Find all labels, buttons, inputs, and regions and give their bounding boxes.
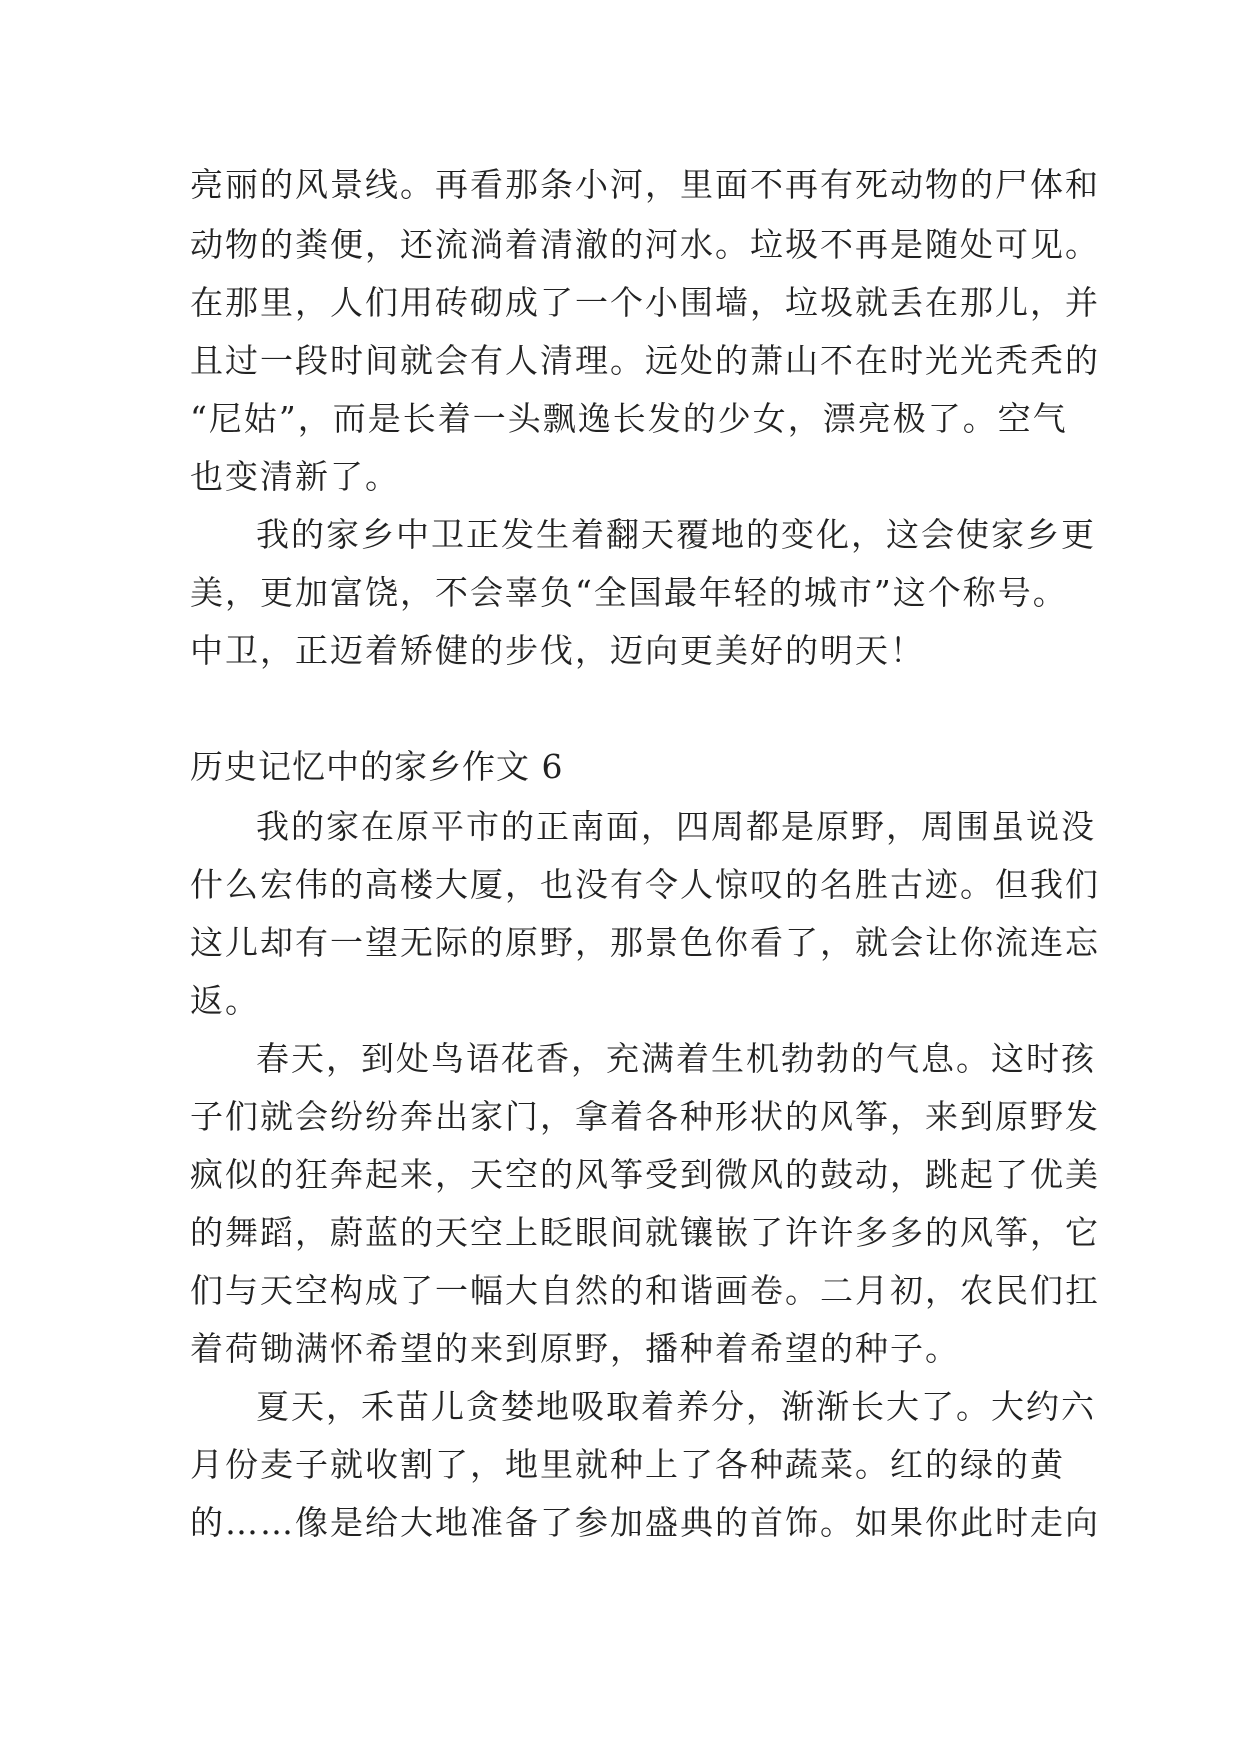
text-line: 们与天空构成了一幅大自然的和谐画卷。二月初，农民们扛 <box>190 1271 1100 1310</box>
text-line: 中卫，正迈着矫健的步伐，迈向更美好的明天！ <box>190 631 925 670</box>
text-line: 返。 <box>190 981 260 1020</box>
text-line: 且过一段时间就会有人清理。远处的萧山不在时光光秃秃的 <box>190 341 1100 380</box>
text-line: 月份麦子就收割了，地里就种上了各种蔬菜。红的绿的黄 <box>190 1445 1065 1484</box>
text-line: 夏天，禾苗儿贪婪地吸取着养分，渐渐长大了。大约六 <box>256 1387 1096 1426</box>
text-line: 也变清新了。 <box>190 457 400 496</box>
text-line: 的舞蹈，蔚蓝的天空上眨眼间就镶嵌了许许多多的风筝，它 <box>190 1213 1100 1252</box>
text-line: 这儿却有一望无际的原野，那景色你看了，就会让你流连忘 <box>190 923 1100 962</box>
text-line: 动物的粪便，还流淌着清澈的河水。垃圾不再是随处可见。 <box>190 225 1100 264</box>
text-line: 的……像是给大地准备了参加盛典的首饰。如果你此时走向 <box>190 1503 1100 1542</box>
section-title: 历史记忆中的家乡作文 6 <box>190 747 564 786</box>
text-line: 在那里，人们用砖砌成了一个小围墙，垃圾就丢在那儿，并 <box>190 283 1100 322</box>
text-line: 什么宏伟的高楼大厦，也没有令人惊叹的名胜古迹。但我们 <box>190 865 1100 904</box>
text-line: 疯似的狂奔起来，天空的风筝受到微风的鼓动，跳起了优美 <box>190 1155 1100 1194</box>
text-line: 着荷锄满怀希望的来到原野，播种着希望的种子。 <box>190 1329 960 1368</box>
text-line: 春天，到处鸟语花香，充满着生机勃勃的气息。这时孩 <box>256 1039 1096 1078</box>
text-line: 子们就会纷纷奔出家门，拿着各种形状的风筝，来到原野发 <box>190 1097 1100 1136</box>
text-line: 亮丽的风景线。再看那条小河，里面不再有死动物的尸体和 <box>190 165 1100 204</box>
text-line: 我的家在原平市的正南面，四周都是原野，周围虽说没 <box>256 807 1096 846</box>
text-line: 我的家乡中卫正发生着翻天覆地的变化，这会使家乡更 <box>256 515 1096 554</box>
text-line: “尼姑”，而是长着一头飘逸长发的少女，漂亮极了。空气 <box>190 399 1068 438</box>
text-line: 美，更加富饶，不会辜负“全国最年轻的城市”这个称号。 <box>190 573 1068 612</box>
